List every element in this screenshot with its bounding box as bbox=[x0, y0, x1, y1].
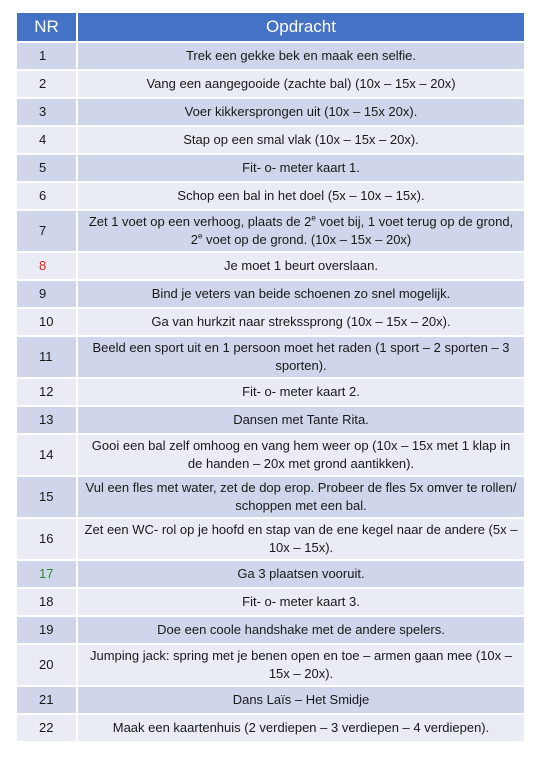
table-row bbox=[17, 43, 524, 69]
table-row bbox=[17, 561, 524, 587]
row-number: 5 bbox=[17, 155, 78, 181]
row-number: 1 bbox=[17, 43, 78, 69]
table-row bbox=[17, 211, 524, 251]
table-row bbox=[17, 183, 524, 209]
row-number: 21 bbox=[17, 687, 78, 713]
row-number: 12 bbox=[17, 379, 78, 405]
table-row bbox=[17, 617, 524, 643]
row-number: 6 bbox=[17, 183, 78, 209]
row-task: Ga van hurkzit naar strekssprong (10x – 15x – 20x). bbox=[78, 309, 524, 335]
row-number: 17 bbox=[17, 561, 78, 587]
row-number: 22 bbox=[17, 715, 78, 741]
table-row bbox=[17, 71, 524, 97]
row-task: Dansen met Tante Rita. bbox=[78, 407, 524, 433]
row-task: Jumping jack: spring met je benen open en toe – armen gaan mee (10x – 15x – 20x). bbox=[78, 645, 524, 685]
table-row bbox=[17, 519, 524, 559]
assignment-table bbox=[17, 11, 524, 743]
row-number: 16 bbox=[17, 519, 78, 559]
row-task: Ga 3 plaatsen vooruit. bbox=[78, 561, 524, 587]
table-row bbox=[17, 309, 524, 335]
row-task: Doe een coole handshake met de andere spelers. bbox=[78, 617, 524, 643]
row-task: Bind je veters van beide schoenen zo snel mogelijk. bbox=[78, 281, 524, 307]
row-number: 19 bbox=[17, 617, 78, 643]
row-task: Voer kikkersprongen uit (10x – 15x 20x). bbox=[78, 99, 524, 125]
table-row bbox=[17, 435, 524, 475]
row-task: Zet 1 voet op een verhoog, plaats de 2e voet bij, 1 voet terug op de grond, 2e voet op de grond. (10x – 15x – 20x) bbox=[78, 211, 524, 251]
row-number: 11 bbox=[17, 337, 78, 377]
row-task: Maak een kaartenhuis (2 verdiepen – 3 verdiepen – 4 verdiepen). bbox=[78, 715, 524, 741]
row-number: 20 bbox=[17, 645, 78, 685]
row-number: 3 bbox=[17, 99, 78, 125]
row-task: Trek een gekke bek en maak een selfie. bbox=[78, 43, 524, 69]
table-row bbox=[17, 155, 524, 181]
row-number: 8 bbox=[17, 253, 78, 279]
row-task: Zet een WC- rol op je hoofd en stap van de ene kegel naar de andere (5x – 10x – 15x). bbox=[78, 519, 524, 559]
table-row bbox=[17, 687, 524, 713]
row-number: 10 bbox=[17, 309, 78, 335]
table-row bbox=[17, 99, 524, 125]
table-row bbox=[17, 477, 524, 517]
row-task: Schop een bal in het doel (5x – 10x – 15x). bbox=[78, 183, 524, 209]
row-task: Je moet 1 beurt overslaan. bbox=[78, 253, 524, 279]
table-header-row bbox=[17, 13, 524, 41]
row-task: Gooi een bal zelf omhoog en vang hem weer op (10x – 15x met 1 klap in de handen – 20x met grond aantikken). bbox=[78, 435, 524, 475]
row-number: 18 bbox=[17, 589, 78, 615]
table-row bbox=[17, 589, 524, 615]
table-row bbox=[17, 337, 524, 377]
row-task: Dans Laïs – Het Smidje bbox=[78, 687, 524, 713]
row-task: Fit- o- meter kaart 1. bbox=[78, 155, 524, 181]
row-task: Fit- o- meter kaart 2. bbox=[78, 379, 524, 405]
row-task: Fit- o- meter kaart 3. bbox=[78, 589, 524, 615]
table-row bbox=[17, 281, 524, 307]
header-task: Opdracht bbox=[78, 13, 524, 41]
row-number: 4 bbox=[17, 127, 78, 153]
header-nr: NR bbox=[17, 13, 78, 41]
row-number: 9 bbox=[17, 281, 78, 307]
table-row bbox=[17, 407, 524, 433]
row-number: 7 bbox=[17, 211, 78, 251]
table-row bbox=[17, 715, 524, 741]
table-row bbox=[17, 127, 524, 153]
table-row bbox=[17, 253, 524, 279]
table-row bbox=[17, 379, 524, 405]
row-number: 2 bbox=[17, 71, 78, 97]
table-row bbox=[17, 645, 524, 685]
row-task: Stap op een smal vlak (10x – 15x – 20x). bbox=[78, 127, 524, 153]
row-number: 14 bbox=[17, 435, 78, 475]
row-task: Vul een fles met water, zet de dop erop. Probeer de fles 5x omver te rollen/ schoppen met een bal. bbox=[78, 477, 524, 517]
row-number: 13 bbox=[17, 407, 78, 433]
row-number: 15 bbox=[17, 477, 78, 517]
row-task: Beeld een sport uit en 1 persoon moet het raden (1 sport – 2 sporten – 3 sporten). bbox=[78, 337, 524, 377]
row-task: Vang een aangegooide (zachte bal) (10x – 15x – 20x) bbox=[78, 71, 524, 97]
